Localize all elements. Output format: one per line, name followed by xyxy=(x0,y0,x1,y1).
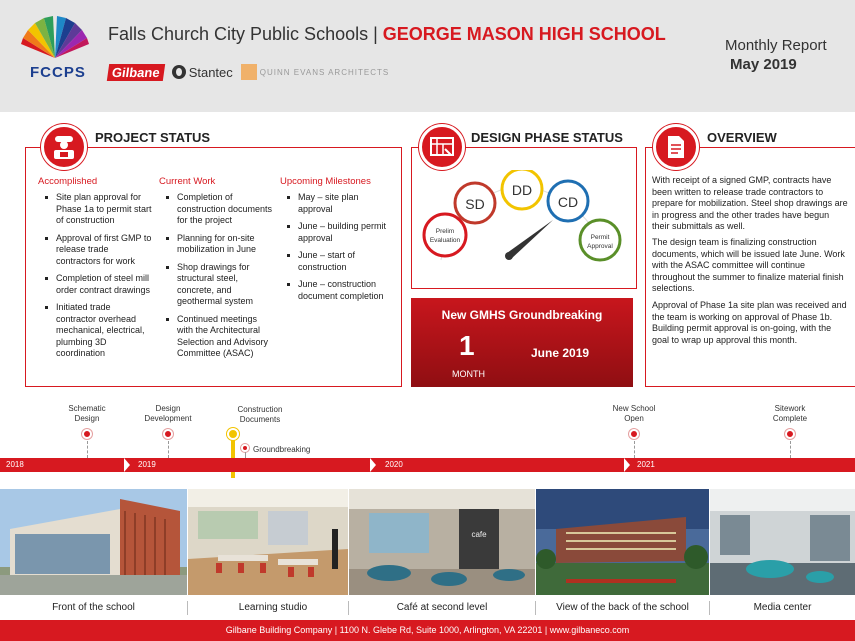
milestone-dot xyxy=(785,429,795,439)
list-item: June – building permit approval xyxy=(282,221,394,244)
title-district: Falls Church City Public Schools | xyxy=(108,24,383,44)
list-item: Approval of first GMP to release trade contractors for work xyxy=(40,233,152,268)
phase-permit-label-2: Approval xyxy=(587,243,613,250)
milestone-stem xyxy=(168,441,169,458)
milestone-label: Schematic Design xyxy=(68,404,106,423)
quinn-evans-label: QUINN EVANS ARCHITECTS xyxy=(259,67,390,77)
current-work-heading: Current Work xyxy=(159,176,216,187)
list-item: Continued meetings with the Architectural Selection and Advisory Committee (ASAC) xyxy=(161,314,273,360)
footer: Gilbane Building Company | 1100 N. Glebe Rd, Suite 1000, Arlington, VA 22201 | www.gilbaneco.com xyxy=(0,620,855,641)
quinn-evans-logo xyxy=(241,64,389,80)
phase-cd-label: CD xyxy=(557,194,579,210)
current-work-list xyxy=(161,192,273,366)
photo-learning-studio xyxy=(188,489,348,595)
photo-caption: Learning studio xyxy=(238,602,308,613)
upcoming-list xyxy=(282,192,394,308)
timeline-year: 2018 xyxy=(6,460,24,469)
milestone-stem xyxy=(634,441,635,458)
milestone-dot xyxy=(241,444,249,452)
timeline-year: 2021 xyxy=(637,460,655,469)
project-status-title: PROJECT STATUS xyxy=(95,130,211,145)
quinn-evans-icon xyxy=(241,64,257,80)
title-school: GEORGE MASON HIGH SCHOOL xyxy=(382,24,666,44)
overview-paragraph: The design team is finalizing construction documents, which will be issued late June. Work with the ASAC committee will continue throughout the summer to finalize material finish selections. xyxy=(652,237,845,293)
list-item: Shop drawings for structural steel, concrete, and geothermal system xyxy=(161,262,273,308)
list-item: Planning for on-site mobilization in June xyxy=(161,233,273,256)
overview-paragraph: With receipt of a signed GMP, contracts have been written to release trade contractors to prepare for mobilization. Steel shop drawings are in progress and the other trades have begun their submittals as well. xyxy=(652,175,848,231)
milestone-label: Groundbreaking xyxy=(253,445,311,454)
upcoming-heading: Upcoming Milestones xyxy=(280,176,371,187)
phase-prelim-label-1: Prelim xyxy=(435,228,455,235)
design-phase-gauge xyxy=(411,170,637,289)
photo-caption: Media center xyxy=(753,602,812,613)
list-item: Site plan approval for Phase 1a to permit start of construction xyxy=(40,192,152,227)
groundbreaking-date: June 2019 xyxy=(531,346,590,360)
cafe-sign: cafe xyxy=(471,530,487,539)
partner-logos xyxy=(108,63,389,81)
groundbreaking-unit: MONTH xyxy=(452,369,485,379)
fccps-logo-text: FCCPS xyxy=(30,64,86,81)
gauge-pivot xyxy=(505,252,513,260)
overview-title: OVERVIEW xyxy=(707,130,777,145)
timeline-chevron xyxy=(370,458,376,472)
photo-front-of-school xyxy=(0,489,187,595)
milestone-stem xyxy=(790,441,791,458)
groundbreaking-number: 1 xyxy=(459,330,475,361)
overview-paragraph: Approval of Phase 1a site plan was received and the team is working on approval of Phase 1b. Building permit approval is on-going, with the goal to wrap up approval this month. xyxy=(652,300,847,345)
photo-caption: View of the back of the school xyxy=(556,602,689,613)
list-item: June – construction document completion xyxy=(282,279,394,302)
milestone-label: Sitework Complete xyxy=(772,404,808,423)
stantec-logo xyxy=(172,65,233,80)
list-item: May – site plan approval xyxy=(282,192,394,215)
milestone-stem xyxy=(87,441,88,458)
timeline-year: 2020 xyxy=(385,460,403,469)
list-item: Completion of steel mill order contract drawings xyxy=(40,273,152,296)
gauge-needle xyxy=(507,220,553,259)
worker-icon xyxy=(41,124,87,170)
milestone-dot xyxy=(82,429,92,439)
phase-dd-label: DD xyxy=(511,182,533,198)
stantec-icon xyxy=(172,65,186,79)
accomplished-heading: Accomplished xyxy=(38,176,98,187)
phase-permit-label-1: Permit xyxy=(590,234,610,241)
list-item: Completion of construction documents for the project xyxy=(161,192,273,227)
gilbane-logo: Gilbane xyxy=(107,64,165,81)
phase-prelim-label-2: Evaluation xyxy=(429,237,461,244)
photo-cafe xyxy=(349,489,535,595)
photo-media-center xyxy=(710,489,855,595)
milestone-dot xyxy=(163,429,173,439)
report-label: Monthly Report xyxy=(725,37,827,54)
groundbreaking-title: New GMHS Groundbreaking xyxy=(441,308,603,322)
document-icon xyxy=(653,124,699,170)
list-item: June – start of construction xyxy=(282,250,394,273)
milestone-dot xyxy=(629,429,639,439)
photo-caption: Café at second level xyxy=(396,602,488,613)
design-phase-title: DESIGN PHASE STATUS xyxy=(471,130,623,145)
groundbreaking-countdown xyxy=(411,298,633,387)
phase-prelim-circle xyxy=(424,214,466,256)
list-item: Initiated trade contractor overhead mechanical, electrical, plumbing 3D coordination xyxy=(40,302,152,360)
stantec-label: Stantec xyxy=(188,64,233,80)
phase-sd-label: SD xyxy=(465,196,485,212)
timeline-chevron xyxy=(124,458,130,472)
milestone-current-dot xyxy=(227,428,239,440)
photo-back-of-school xyxy=(536,489,709,595)
accomplished-list xyxy=(40,192,152,366)
milestone-label: Design Development xyxy=(144,404,192,423)
timeline-year: 2019 xyxy=(138,460,156,469)
report-date: May 2019 xyxy=(730,56,797,73)
page-title xyxy=(108,24,666,45)
milestone-label: New School Open xyxy=(612,404,656,423)
fccps-book-fan-icon xyxy=(20,14,90,60)
timeline-chevron xyxy=(624,458,630,472)
photo-caption: Front of the school xyxy=(52,602,135,613)
header-band xyxy=(0,0,855,112)
blueprint-icon xyxy=(419,124,465,170)
milestone-label: Construction Documents xyxy=(237,405,283,424)
